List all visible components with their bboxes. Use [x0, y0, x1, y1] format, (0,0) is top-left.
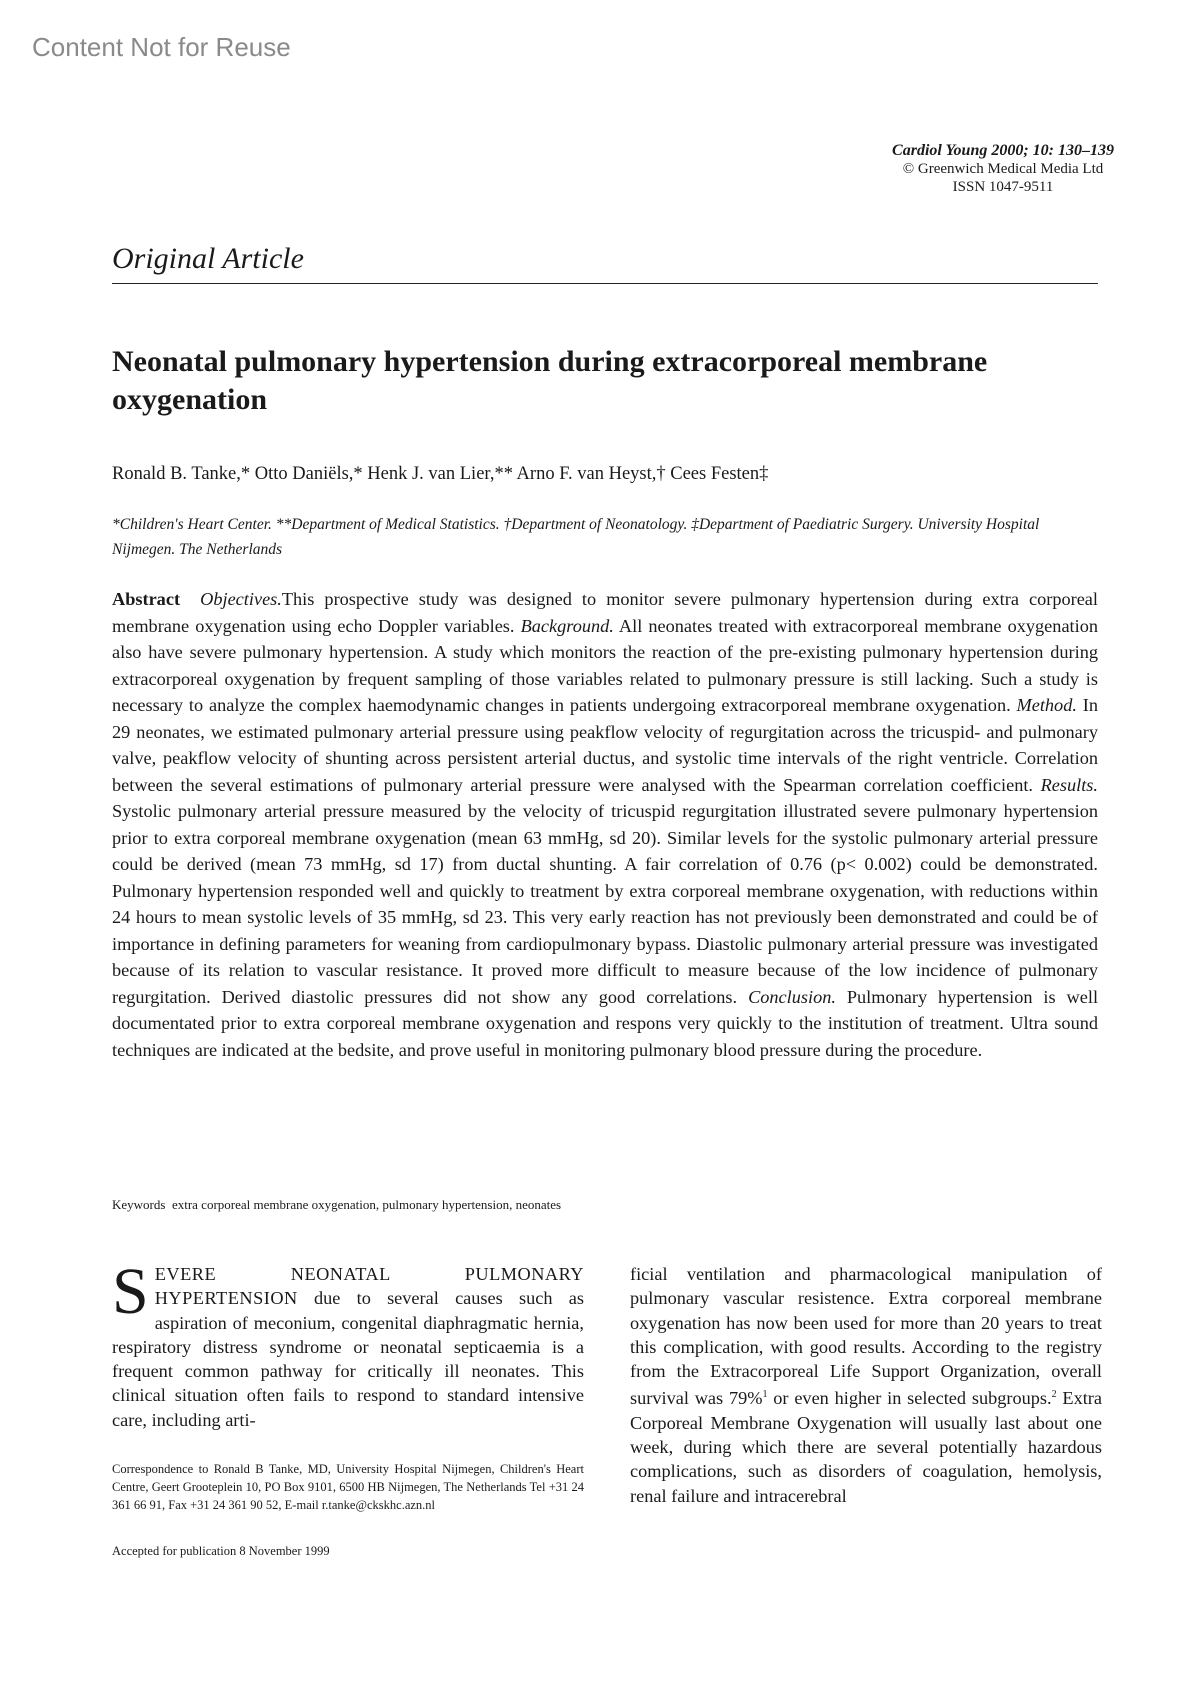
body-column-right — [630, 1262, 1102, 1508]
lead-in: EVERE NEONATAL PULMONARY HYPERTENSION — [154, 1264, 584, 1309]
issn: ISSN 1047-9511 — [952, 179, 1054, 195]
section-label: Original Article — [112, 242, 304, 275]
body-text: Extra Corporeal Membrane Oxygenation will usually last about one week, during which there are several potentially hazardous complications, such as disorders of coagulation, hemolysis, renal failure and intracerebral — [630, 1388, 1102, 1506]
body-text: ficial ventilation and pharmacological manipulation of pulmonary vascular resistence. Extra corporeal membrane oxygenation has now been used for more than 20 years to treat this complication, with good results. According to the registry from the Extracorporeal Life Support Organization, overall survival was 79% — [630, 1264, 1102, 1409]
results-label: Results. — [1040, 774, 1098, 795]
article-title: Neonatal pulmonary hypertension during extracorporeal membrane oxygenation — [112, 345, 988, 416]
results-text: Systolic pulmonary arterial pressure measured by the velocity of tricuspid regurgitation illustrated severe pulmonary hypertension prior to extra corporeal membrane oxygenation (mean 63 mmHg, sd 20). Similar levels for the systolic pulmonary arterial pressure could be derived (mean 73 mmHg, sd 17) from ductal shunting. A fair correlation of 0.76 (p< 0.002) could be demonstrated. Pulmonary hypertension responded well and quickly to treatment by extra corporeal membrane oxygenation, with reductions within 24 hours to mean systolic levels of 35 mmHg, sd 23. This very early reaction has not previously been demonstrated and could be of importance in defining parameters for weaning from cardiopulmonary bypass. Diastolic pulmonary arterial pressure was investigated because of its relation to vascular resistance. It proved more difficult to measure because of the low incidence of pulmonary regurgitation. Derived diastolic pressures did not show any good correlations. — [112, 801, 1098, 1007]
drop-cap: S — [112, 1255, 149, 1328]
abstract-label: Abstract — [112, 589, 181, 609]
authors: Ronald B. Tanke,* Otto Daniëls,* Henk J. van Lier,** Arno F. van Heyst,† Cees Festen‡ — [112, 464, 769, 484]
correspondence-footnote: Correspondence to Ronald B Tanke, MD, University Hospital Nijmegen, Children's Heart Centre, Geert Grooteplein 10, PO Box 9101, 6500 HB Nijmegen, The Netherlands Tel +31 24 361 66 91, Fax +31 24 361 90 52, E-mail r.tanke@ckskhc.azn.nl — [112, 1462, 584, 1512]
abstract — [112, 586, 1098, 1063]
journal-citation: Cardiol Young 2000; 10: 130–139 — [892, 142, 1114, 159]
body-text: due to several causes such as aspiration of meconium, congenital diaphragmatic hernia, respiratory distress syndrome or neonatal septicaemia is a frequent common pathway for critically ill neonates. This clinical situation often fails to respond to standard intensive care, including arti- — [112, 1288, 584, 1430]
conclusion-label: Conclusion. — [748, 986, 836, 1007]
keywords-text: extra corporeal membrane oxygenation, pulmonary hypertension, neonates — [171, 1197, 562, 1212]
affiliations: *Children's Heart Center. **Department of Medical Statistics. †Department of Neonatology. ‡Department of Paediatric Surgery. University Hospital Nijmegen. The Netherlands — [112, 516, 1040, 558]
copyright: © Greenwich Medical Media Ltd — [902, 161, 1104, 177]
background-text: All neonates treated with extracorporeal membrane oxygenation also have severe pulmonary hypertension. A study which monitors the reaction of the pre-existing pulmonary hypertension during extracorporeal oxygenation by frequent sampling of those variables related to pulmonary pressure is still lacking. Such a study is necessary to analyze the complex haemodynamic changes in patients undergoing extracorporeal membrane oxygenation. — [112, 615, 1098, 715]
objectives-text: This prospective study was designed to monitor severe pulmonary hypertension during extra corporeal membrane oxygenation using echo Doppler variables. — [112, 589, 1098, 636]
keywords — [112, 1197, 561, 1213]
reference-marker[interactable]: 1 — [762, 1389, 768, 1401]
method-text: In 29 neonates, we estimated pulmonary arterial pressure using peakflow velocity of regurgitation across the tricuspid- and pulmonary valve, peakflow velocity of shunting across persistent arterial ductus, and systolic time intervals of the right ventricle. Correlation between the several estimations of pulmonary arterial pressure were analysed with the Spearman correlation coefficient. — [112, 695, 1098, 795]
journal-header — [892, 142, 1114, 196]
reference-marker[interactable]: 2 — [1051, 1389, 1057, 1401]
watermark: Content Not for Reuse — [32, 32, 291, 62]
divider — [112, 283, 1098, 284]
method-label: Method. — [1016, 695, 1077, 715]
objectives-label: Objectives. — [200, 589, 282, 609]
accepted-date: Accepted for publication 8 November 1999 — [112, 1544, 330, 1558]
conclusion-text: Pulmonary hypertension is well documentated prior to extra corporeal membrane oxygenation and respons very quickly to the institution of treatment. Ultra sound techniques are indicated at the bedsite, and prove useful in monitoring pulmonary blood pressure during the procedure. — [112, 986, 1099, 1060]
body-text: or even higher in selected subgroups. — [767, 1388, 1052, 1409]
background-label: Background. — [520, 615, 614, 636]
keywords-label: Keywords — [112, 1197, 166, 1212]
body-column-left — [112, 1255, 584, 1432]
